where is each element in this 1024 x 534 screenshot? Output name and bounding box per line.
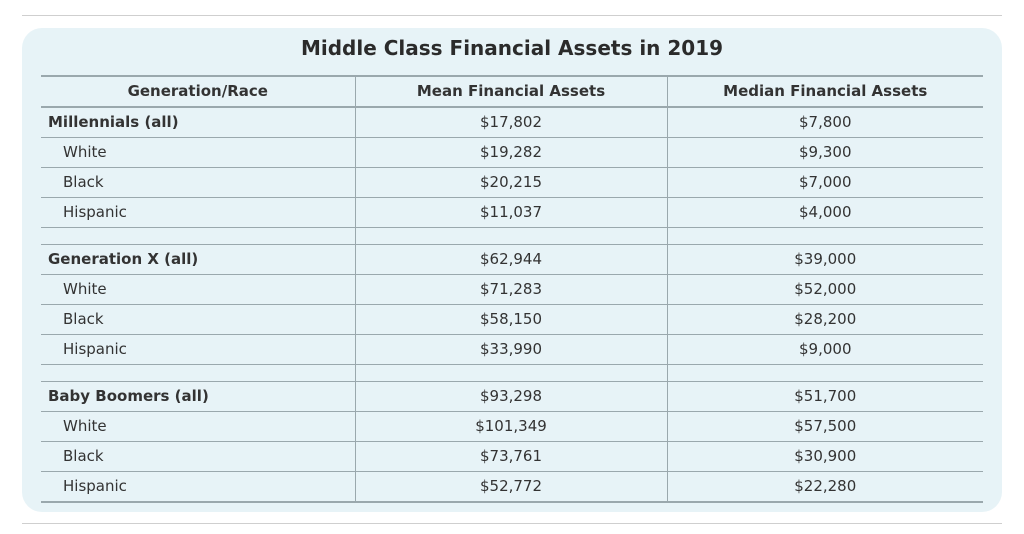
median-value: $22,280 [667,472,983,503]
median-value: $28,200 [667,305,983,335]
median-value: $7,800 [667,107,983,138]
median-value: $4,000 [667,198,983,228]
table-row [41,275,983,305]
row-label: Hispanic [41,472,355,503]
column-header-mean: Mean Financial Assets [355,76,667,107]
table-row [41,305,983,335]
table-row [41,168,983,198]
row-label: Hispanic [41,198,355,228]
mean-value: $19,282 [355,138,667,168]
row-label: Black [41,305,355,335]
header-row [41,76,983,107]
group-spacer-row [41,365,983,382]
table-row [41,442,983,472]
spacer-cell [41,228,355,245]
table-row [41,472,983,503]
median-value: $39,000 [667,245,983,275]
table-row [41,138,983,168]
median-value: $57,500 [667,412,983,442]
financial-assets-table [41,75,983,503]
median-value: $9,000 [667,335,983,365]
mean-value: $73,761 [355,442,667,472]
mean-value: $33,990 [355,335,667,365]
group-spacer-row [41,228,983,245]
mean-value: $58,150 [355,305,667,335]
row-label: White [41,275,355,305]
row-label: Generation X (all) [41,245,355,275]
row-label: Black [41,168,355,198]
table-row [41,245,983,275]
mean-value: $71,283 [355,275,667,305]
row-label: Hispanic [41,335,355,365]
mean-value: $17,802 [355,107,667,138]
table-body [41,107,983,502]
column-header-generation: Generation/Race [41,76,355,107]
table-title: Middle Class Financial Assets in 2019 [300,36,724,60]
row-label: Black [41,442,355,472]
mean-value: $11,037 [355,198,667,228]
mean-value: $62,944 [355,245,667,275]
table-row [41,382,983,412]
top-divider [22,15,1002,16]
row-label: Baby Boomers (all) [41,382,355,412]
table-row [41,412,983,442]
bottom-divider [22,523,1002,524]
median-value: $51,700 [667,382,983,412]
spacer-cell [667,365,983,382]
column-header-median: Median Financial Assets [667,76,983,107]
table-row [41,107,983,138]
spacer-cell [355,228,667,245]
row-label: White [41,138,355,168]
median-value: $9,300 [667,138,983,168]
spacer-cell [667,228,983,245]
row-label: White [41,412,355,442]
mean-value: $20,215 [355,168,667,198]
mean-value: $52,772 [355,472,667,503]
table-row [41,198,983,228]
median-value: $30,900 [667,442,983,472]
table-row [41,335,983,365]
spacer-cell [355,365,667,382]
row-label: Millennials (all) [41,107,355,138]
spacer-cell [41,365,355,382]
median-value: $7,000 [667,168,983,198]
median-value: $52,000 [667,275,983,305]
mean-value: $93,298 [355,382,667,412]
mean-value: $101,349 [355,412,667,442]
